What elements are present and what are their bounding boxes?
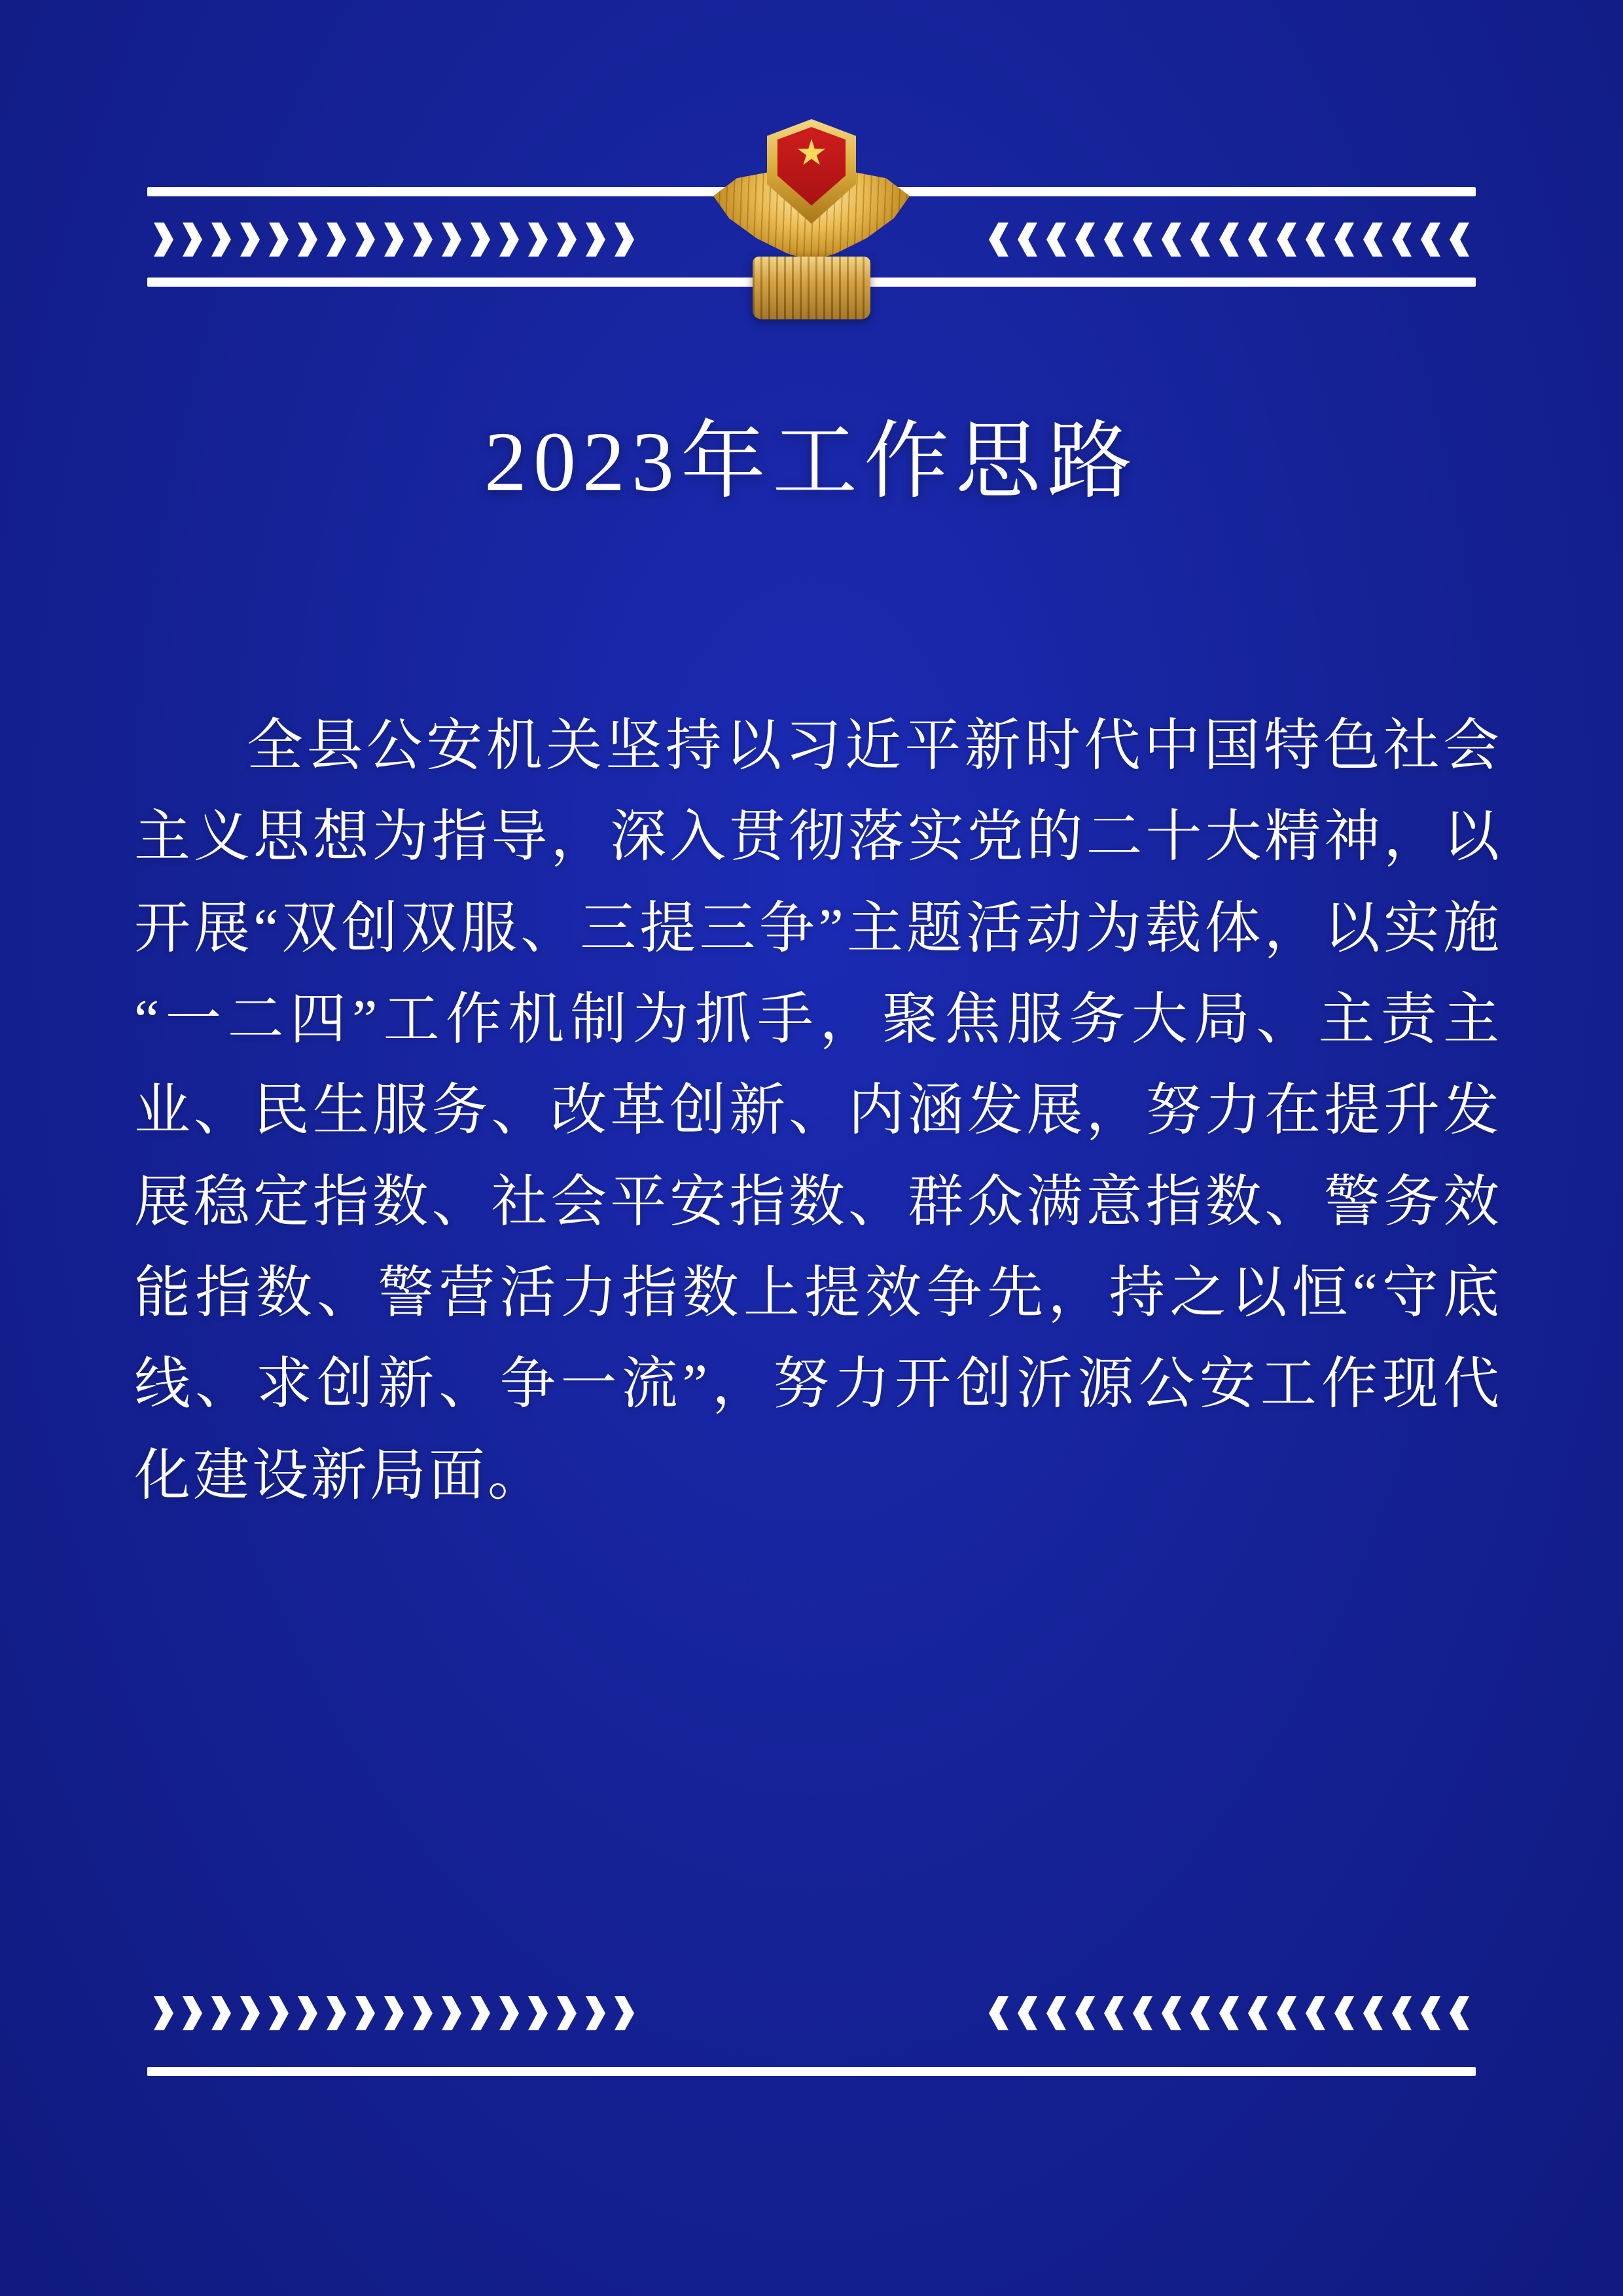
chevron-left-icon (1018, 223, 1037, 257)
chevron-left-icon (1306, 1996, 1325, 2030)
chevron-right-icon (413, 1996, 433, 2030)
chevron-right-icon (154, 1996, 173, 2030)
chevron-left-icon (1075, 223, 1095, 257)
chevron-right-icon (471, 1996, 490, 2030)
chevron-right-icon (586, 1996, 605, 2030)
chevron-left-icon (1363, 223, 1383, 257)
chevron-right-icon (528, 223, 548, 257)
chevron-right-icon (298, 223, 317, 257)
chevron-right-icon (557, 1996, 577, 2030)
chevron-left-icon (1306, 223, 1325, 257)
chevron-right-icon (355, 223, 375, 257)
chevron-left-icon (1162, 223, 1181, 257)
chevron-right-icon (615, 1996, 634, 2030)
chevron-left-icon (1162, 1996, 1181, 2030)
chevron-left-icon (1219, 1996, 1239, 2030)
chevron-left-icon (1046, 1996, 1066, 2030)
chevron-right-icon (327, 223, 346, 257)
chevron-left-icon (1018, 1996, 1037, 2030)
chevron-right-icon (154, 223, 173, 257)
chevron-left-icon (1277, 1996, 1296, 2030)
bottom-chevron-row (147, 1988, 1476, 2038)
chevron-right-icon (211, 1996, 231, 2030)
chevron-left-icon (1392, 223, 1412, 257)
chevron-right-icon (384, 1996, 404, 2030)
chevron-left-icon (1133, 223, 1152, 257)
chevron-right-icon (499, 223, 519, 257)
chevron-right-icon (413, 223, 433, 257)
chevron-right-icon (384, 223, 404, 257)
chevron-left-icon (989, 1996, 1008, 2030)
chevron-left-icon (1075, 1996, 1095, 2030)
bottom-ornament-band (147, 1982, 1476, 2080)
chevron-right-icon (615, 223, 634, 257)
chevron-right-icon (183, 223, 202, 257)
chevron-left-icon (1104, 223, 1124, 257)
top-chevron-group-left (154, 215, 634, 264)
top-chevron-group-right (989, 215, 1469, 264)
china-police-emblem-icon (713, 110, 910, 319)
chevron-left-icon (1133, 1996, 1152, 2030)
chevron-right-icon (269, 1996, 289, 2030)
chevron-right-icon (327, 1996, 346, 2030)
chevron-left-icon (1190, 223, 1210, 257)
bottom-rule (147, 2067, 1476, 2076)
chevron-right-icon (586, 223, 605, 257)
emblem-base-texture (753, 257, 870, 319)
chevron-left-icon (1248, 1996, 1268, 2030)
chevron-left-icon (1190, 1996, 1210, 2030)
chevron-left-icon (1421, 223, 1440, 257)
chevron-left-icon (1277, 223, 1296, 257)
chevron-left-icon (989, 223, 1008, 257)
chevron-left-icon (1334, 223, 1354, 257)
chevron-right-icon (269, 223, 289, 257)
chevron-right-icon (211, 223, 231, 257)
chevron-right-icon (499, 1996, 519, 2030)
chevron-left-icon (1421, 1996, 1440, 2030)
chevron-right-icon (442, 1996, 461, 2030)
chevron-left-icon (1450, 223, 1469, 257)
chevron-left-icon (1450, 1996, 1469, 2030)
chevron-right-icon (442, 223, 461, 257)
chevron-right-icon (183, 1996, 202, 2030)
chevron-right-icon (240, 223, 260, 257)
chevron-left-icon (1046, 223, 1066, 257)
chevron-left-icon (1104, 1996, 1124, 2030)
bottom-chevron-group-left (154, 1988, 634, 2038)
chevron-left-icon (1219, 223, 1239, 257)
chevron-left-icon (1392, 1996, 1412, 2030)
chevron-left-icon (1248, 223, 1268, 257)
chevron-left-icon (1363, 1996, 1383, 2030)
chevron-left-icon (1334, 1996, 1354, 2030)
chevron-right-icon (355, 1996, 375, 2030)
chevron-right-icon (240, 1996, 260, 2030)
chevron-right-icon (528, 1996, 548, 2030)
chevron-right-icon (471, 223, 490, 257)
document-body-paragraph: 全县公安机关坚持以习近平新时代中国特色社会主义思想为指导，深入贯彻落实党的二十大精神，以开展“双创双服、三提三争”主题活动为载体，以实施“一二四”工作机制为抓手，聚焦服务大局、主责主业、民生服务、改革创新、内涵发展，努力在提升发展稳定指数、社会平安指数、群众满意指数、警务效能指数、警营活力指数上提效争先，持之以恒“守底线、求创新、争一流”，努力开创沂源公安工作现代化建设新局面。 (134, 714, 1502, 1507)
page-title: 2023年工作思路 (484, 415, 1139, 509)
chevron-right-icon (557, 223, 577, 257)
chevron-right-icon (298, 1996, 317, 2030)
bottom-chevron-group-right (989, 1988, 1469, 2038)
